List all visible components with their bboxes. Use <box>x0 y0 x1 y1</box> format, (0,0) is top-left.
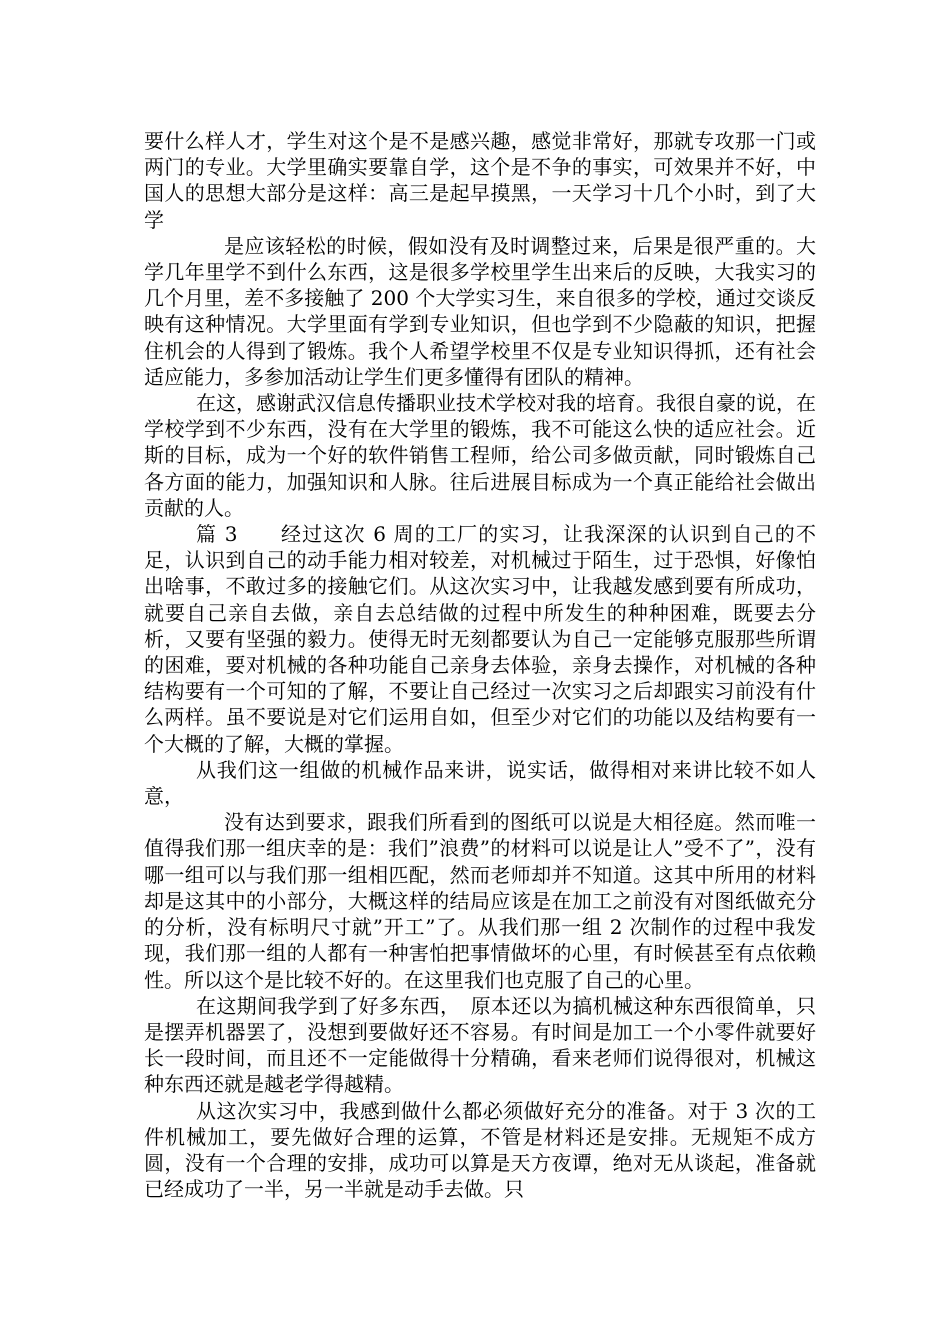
paragraph-8: 从这次实习中，我感到做什么都必须做好充分的准备。对于 3 次的工件机械加工，要先做好合理的运算，不管是材料还是安排。无规矩不成方圆，没有一个合理的安排，成功可以算是天方夜谭，绝对无从谈起，准备就已经成功了一半，另一半就是动手去做。只 <box>144 1098 816 1202</box>
paragraph-4: 篇 3 经过这次 6 周的工厂的实习，让我深深的认识到自己的不足，认识到自己的动手能力相对较差，对机械过于陌生，过于恐惧，好像怕出啥事，不敢过多的接触它们。从这次实习中，让我越发感到要有所成功，就要自己亲自去做，亲自去总结做的过程中所发生的种种困难，既要去分析，又要有坚强的毅力。使得无时无刻都要认为自己一定能够克服那些所谓的困难，要对机械的各种功能自己亲身去体验，亲身去操作，对机械的各种结构要有一个可知的了解，不要让自己经过一次实习之后却跟实习前没有什么两样。虽不要说是对它们运用自如，但至少对它们的功能以及结构要有一个大概的了解，大概的掌握。 <box>144 522 816 756</box>
paragraph-3: 在这，感谢武汉信息传播职业技术学校对我的培育。我很自豪的说，在学校学到不少东西，没有在大学里的锻炼，我不可能这么快的适应社会。近斯的目标，成为一个好的软件销售工程师，给公司多做贡献，同时锻炼自己各方面的能力，加强知识和人脉。往后进展目标成为一个真正能给社会做出贡献的人。 <box>144 391 816 520</box>
paragraph-2: 是应该轻松的时候，假如没有及时调整过来，后果是很严重的。大学几年里学不到什么东西，这是很多学校里学生出来后的反映，大我实习的几个月里，差不多接触了 200 个大学实习生，来自很多的学校，通过交谈反映有这种情况。大学里面有学到专业知识，但也学到不少隐蔽的知识，把握住机会的人得到了锻炼。我个人希望学校里不仅是专业知识得抓，还有社会适应能力，多参加活动让学生们更多懂得有团队的精神。 <box>144 233 816 389</box>
paragraph-1: 要什么样人才，学生对这个是不是感兴趣，感觉非常好，那就专攻那一门或两门的专业。大学里确实要靠自学，这个是不争的事实，可效果并不好，中国人的思想大部分是这样：高三是起早摸黑，一天学习十几个小时，到了大学 <box>144 129 816 232</box>
paragraph-7: 在这期间我学到了好多东西， 原本还以为搞机械这种东西很简单，只是摆弄机器罢了，没想到要做好还不容易。有时间是加工一个小零件就要好长一段时间，而且还不一定能做得十分精确，看来老师们说得很对，机械这种东西还就是越老学得越精。 <box>144 993 816 1097</box>
document-page <box>144 128 816 1202</box>
paragraph-5: 从我们这一组做的机械作品来讲，说实话，做得相对来讲比较不如人意， <box>144 757 816 809</box>
paragraph-6: 没有达到要求，跟我们所看到的图纸可以说是大相径庭。然而唯一值得我们那一组庆幸的是：我们”浪费”的材料可以说是让人”受不了”，没有哪一组可以与我们那一组相匹配，然而老师却并不知道。这其中所用的材料却是这其中的小部分，大概这样的结局应该是在加工之前没有对图纸做充分的分析，没有标明尺寸就”开工”了。从我们那一组 2 次制作的过程中我发现，我们那一组的人都有一种害怕把事情做坏的心里，有时候甚至有点依赖性。所以这个是比较不好的。在这里我们也克服了自己的心里。 <box>144 810 816 992</box>
